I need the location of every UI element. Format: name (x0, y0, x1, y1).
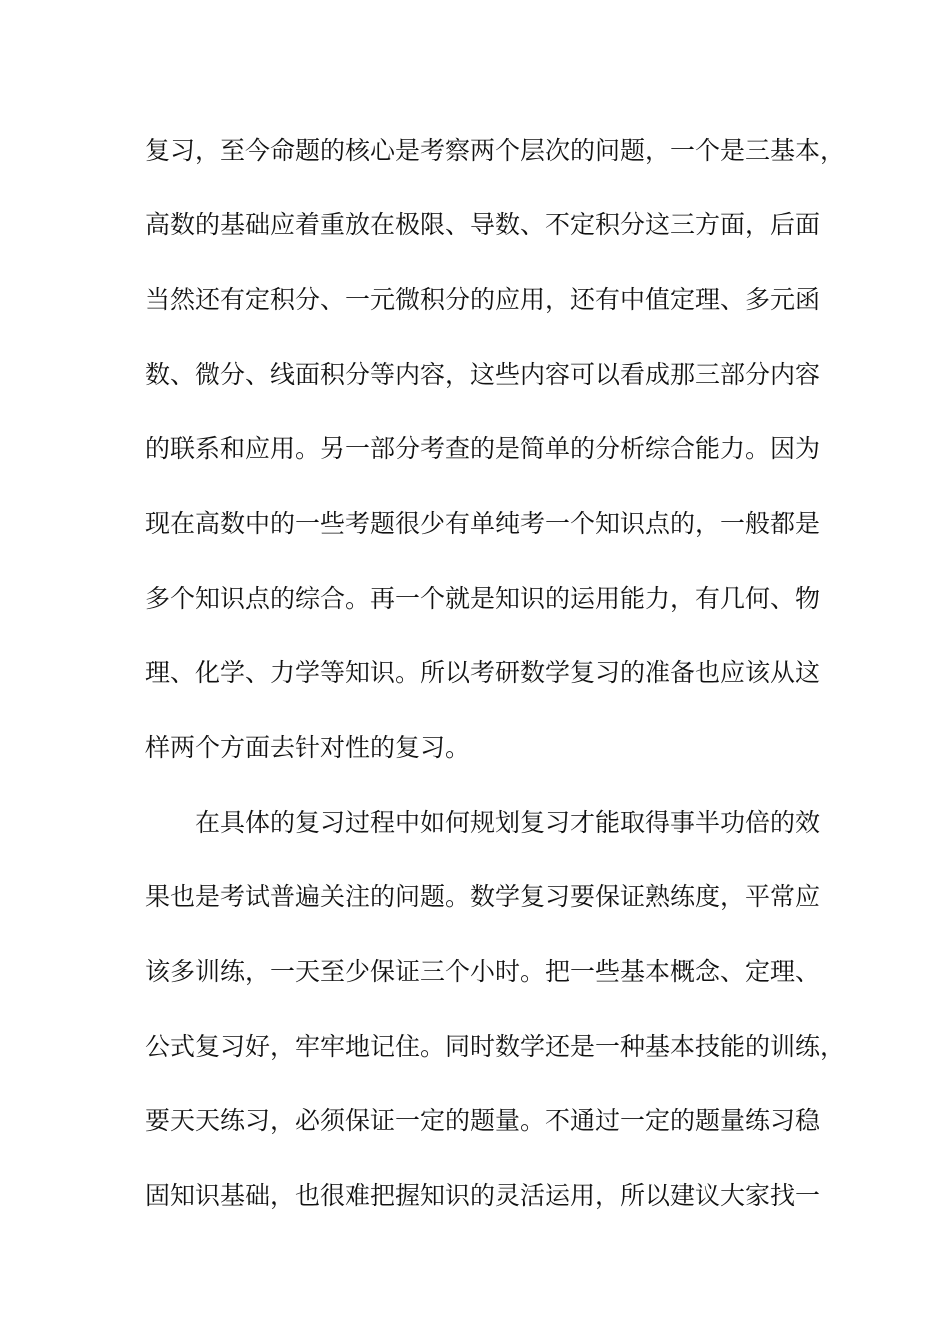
text-line: 理、化学、力学等知识。所以考研数学复习的准备也应该从这 (145, 658, 821, 687)
text-line: 当然还有定积分、一元微积分的应用，还有中值定理、多元函 (145, 285, 821, 314)
text-line: 公式复习好，牢牢地记住。同时数学还是一种基本技能的训练， (145, 1032, 846, 1061)
text-line: 的联系和应用。另一部分考查的是简单的分析综合能力。因为 (145, 434, 821, 463)
text-line: 高数的基础应着重放在极限、导数、不定积分这三方面，后面 (145, 210, 821, 239)
text-line: 固知识基础，也很难把握知识的灵活运用，所以建议大家找一 (145, 1181, 821, 1210)
text-line: 现在高数中的一些考题很少有单纯考一个知识点的，一般都是 (145, 509, 821, 538)
text-line: 数、微分、线面积分等内容，这些内容可以看成那三部分内容 (145, 360, 821, 389)
text-line: 多个知识点的综合。再一个就是知识的运用能力，有几何、物 (145, 584, 821, 613)
text-line: 复习，至今命题的核心是考察两个层次的问题，一个是三基本， (145, 136, 846, 165)
text-line: 要天天练习，必须保证一定的题量。不通过一定的题量练习稳 (145, 1106, 821, 1135)
text-line: 果也是考试普遍关注的问题。数学复习要保证熟练度，平常应 (145, 882, 821, 911)
text-line: 该多训练，一天至少保证三个小时。把一些基本概念、定理、 (145, 957, 821, 986)
paragraph-first-line: 在具体的复习过程中如何规划复习才能取得事半功倍的效 (195, 808, 821, 837)
text-line: 样两个方面去针对性的复习。 (145, 733, 471, 762)
